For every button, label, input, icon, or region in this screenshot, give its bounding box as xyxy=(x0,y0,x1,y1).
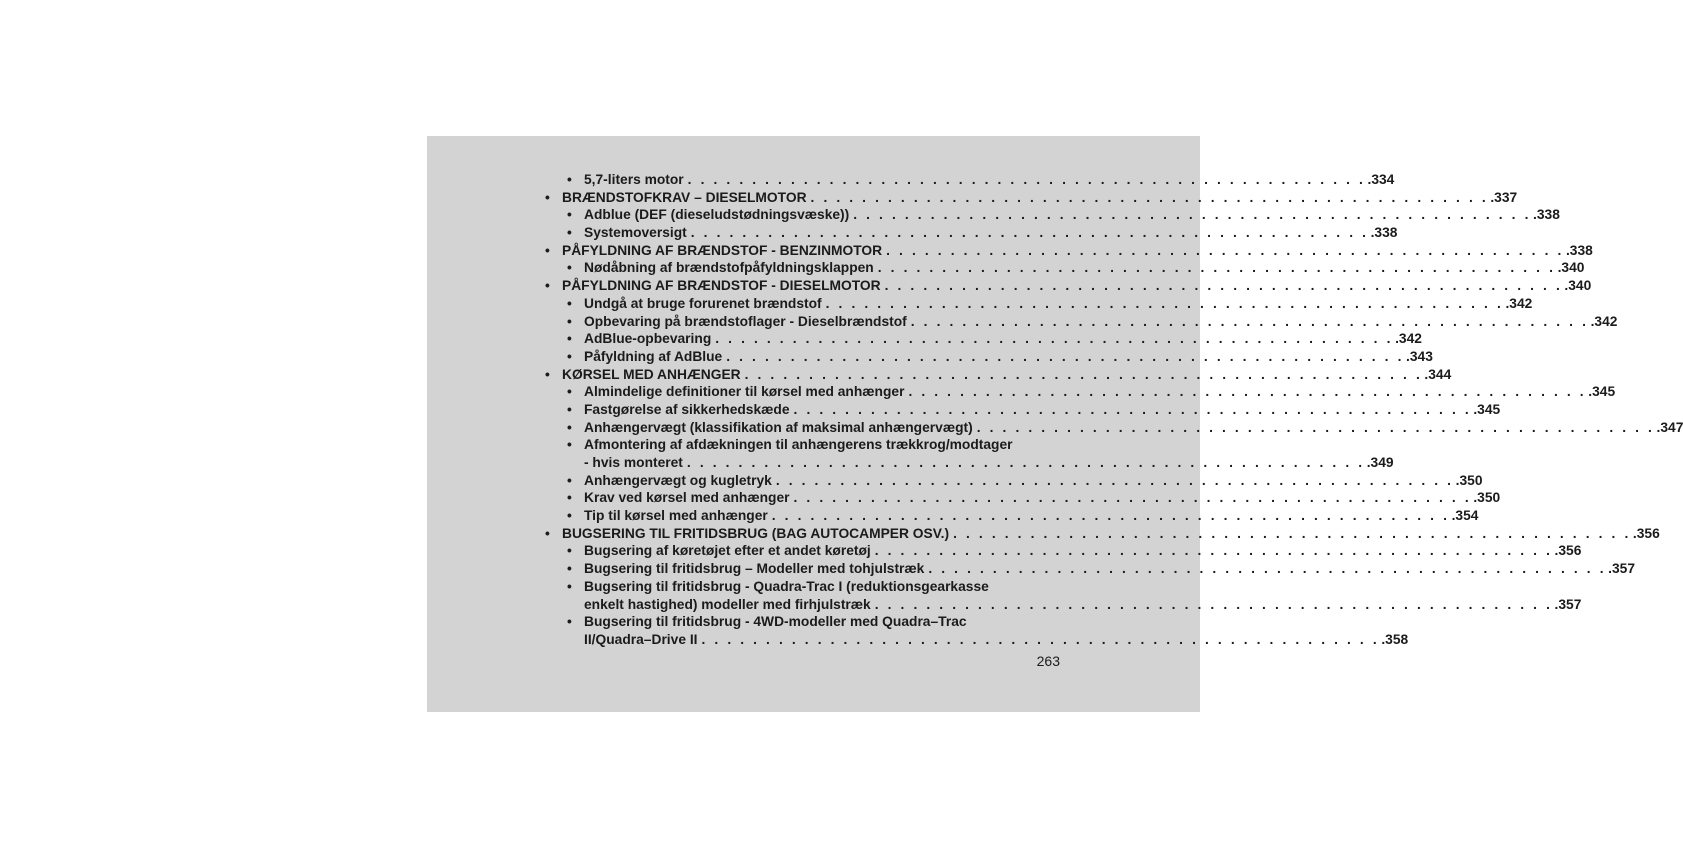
toc-entry-title: KØRSEL MED ANHÆNGER xyxy=(562,366,741,382)
bullet-icon: • xyxy=(567,578,572,594)
dot-leader: . . . . . . . . . . . . . . . . . . . . . . . . . . . . . . . . . . . . . . . . . . . . . . . . . . . . . xyxy=(744,366,1423,382)
toc-entry[interactable] xyxy=(537,613,1409,648)
toc-entry-page: .342 xyxy=(1590,313,1618,329)
toc-entry-page: .340 xyxy=(1564,278,1592,294)
bullet-icon: • xyxy=(545,525,550,541)
dot-leader: . . . . . . . . . . . . . . . . . . . . . . . . . . . . . . . . . . . . . . . . . . . . . . . . . . . . . xyxy=(910,313,1589,329)
toc-entry-title: - hvis monteret xyxy=(584,455,683,470)
toc-entry-line xyxy=(545,189,1518,207)
toc-entry[interactable] xyxy=(537,383,1616,401)
toc-entry[interactable] xyxy=(537,507,1479,525)
toc-entry[interactable] xyxy=(537,578,1582,613)
toc-entry-title: Påfyldning af AdBlue xyxy=(584,348,723,364)
toc-entry-title: Bugsering af køretøjet efter et andet køretøj xyxy=(584,543,871,559)
toc-entry-line xyxy=(567,259,1585,277)
bullet-icon: • xyxy=(567,313,572,329)
toc-entry-page: .347 xyxy=(1656,419,1683,435)
toc-entry-line xyxy=(567,330,1422,348)
toc-entry-line xyxy=(567,489,1501,507)
toc-entry-page: .345 xyxy=(1588,384,1616,400)
dot-leader: . . . . . . . . . . . . . . . . . . . . . . . . . . . . . . . . . . . . . . . . . . . . . . . . . . . . . xyxy=(853,207,1532,223)
toc-entry-line xyxy=(567,383,1616,401)
toc-entry-title: Afmontering af afdækningen til anhængerens trækkrog/modtager xyxy=(584,437,1013,453)
toc-entry[interactable] xyxy=(537,525,1660,543)
toc-entry-page: .356 xyxy=(1554,543,1582,559)
toc-entry-title: Anhængervægt (klassifikation af maksimal anhængervægt) xyxy=(584,419,973,435)
dot-leader: . . . . . . . . . . . . . . . . . . . . . . . . . . . . . . . . . . . . . . . . . . . . . . . . . . . . . xyxy=(793,490,1472,506)
toc-entry-page: .350 xyxy=(1455,472,1483,488)
bullet-icon: • xyxy=(567,543,572,559)
toc-entry-line xyxy=(567,295,1533,313)
toc-entry[interactable] xyxy=(537,436,1394,471)
dot-leader: . . . . . . . . . . . . . . . . . . . . . . . . . . . . . . . . . . . . . . . . . . . . . . . . . . . . . xyxy=(701,631,1380,647)
toc-entry-title: 5,7-liters motor xyxy=(584,172,684,187)
toc-entry-title: BUGSERING TIL FRITIDSBRUG (BAG AUTOCAMPER OSV.) xyxy=(562,525,950,541)
toc-entry[interactable] xyxy=(537,366,1452,384)
toc-entry[interactable] xyxy=(537,542,1582,560)
toc-entry-line xyxy=(567,171,1395,189)
toc-entry-title: Adblue (DEF (dieseludstødningsvæske)) xyxy=(584,207,850,223)
toc-entry-line xyxy=(584,454,1394,472)
dot-leader: . . . . . . . . . . . . . . . . . . . . . . . . . . . . . . . . . . . . . . . . . . . . . . . . . . . . . xyxy=(976,419,1655,435)
toc-entry-line xyxy=(545,366,1452,384)
toc-entry-line xyxy=(567,348,1433,366)
toc-entry-line xyxy=(545,242,1593,260)
toc-entry-page: .340 xyxy=(1557,260,1585,276)
toc-entry-title: Anhængervægt og kugletryk xyxy=(584,472,772,488)
bullet-icon: • xyxy=(567,331,572,347)
toc-entry-page: .357 xyxy=(1608,561,1636,577)
dot-leader: . . . . . . . . . . . . . . . . . . . . . . . . . . . . . . . . . . . . . . . . . . . . . . . . . . . . . xyxy=(874,596,1553,612)
dot-leader: . . . . . . . . . . . . . . . . . . . . . . . . . . . . . . . . . . . . . . . . . . . . . . . . . . . . . xyxy=(771,508,1450,524)
toc-entry[interactable] xyxy=(537,277,1592,295)
dot-leader: . . . . . . . . . . . . . . . . . . . . . . . . . . . . . . . . . . . . . . . . . . . . . . . . . . . . . xyxy=(886,242,1564,258)
dot-leader: . . . . . . . . . . . . . . . . . . . . . . . . . . . . . . . . . . . . . . . . . . . . . . . . . . . . . xyxy=(908,384,1587,400)
toc-entry-page: .344 xyxy=(1424,366,1452,382)
toc-entry[interactable] xyxy=(537,313,1618,331)
toc-entry-line xyxy=(584,596,1582,614)
toc-entry-line xyxy=(567,224,1398,242)
toc-entry-page: .349 xyxy=(1366,455,1394,470)
dot-leader: . . . . . . . . . . . . . . . . . . . . . . . . . . . . . . . . . . . . . . . . . . . . . . . . . . . . . xyxy=(877,260,1556,276)
toc-entry[interactable] xyxy=(537,472,1483,490)
toc-entry[interactable] xyxy=(537,489,1501,507)
toc-entry[interactable] xyxy=(537,189,1518,207)
toc-entry-line xyxy=(567,613,1062,631)
bullet-icon: • xyxy=(567,225,572,241)
toc-entry-title: Undgå at bruge forurenet brændstof xyxy=(584,295,822,311)
toc-entry[interactable] xyxy=(537,295,1533,313)
toc-entry[interactable] xyxy=(537,242,1593,260)
toc-entry[interactable] xyxy=(537,206,1560,224)
bullet-icon: • xyxy=(567,490,572,506)
toc-entry[interactable] xyxy=(537,330,1422,348)
toc-entry-title: Bugsering til fritidsbrug - 4WD-modeller med Quadra–Trac xyxy=(584,614,967,630)
bullet-icon: • xyxy=(567,260,572,276)
toc-entry-line xyxy=(567,206,1560,224)
toc-entry-page: .350 xyxy=(1473,490,1501,506)
dot-leader: . . . . . . . . . . . . . . . . . . . . . . . . . . . . . . . . . . . . . . . . . . . . . . . . . . . . . xyxy=(690,225,1369,241)
toc-entry-title: Opbevaring på brændstoflager - Dieselbrændstof xyxy=(584,313,907,329)
toc-entry-title: PÅFYLDNING AF BRÆNDSTOF - DIESELMOTOR xyxy=(562,278,881,294)
bullet-icon: • xyxy=(567,295,572,311)
toc-entry-title: Bugsering til fritidsbrug – Modeller med tohjulstræk xyxy=(584,561,925,577)
toc-entry-page: .342 xyxy=(1395,331,1422,347)
dot-leader: . . . . . . . . . . . . . . . . . . . . . . . . . . . . . . . . . . . . . . . . . . . . . . . . . . . . . xyxy=(726,348,1405,364)
toc-entry-line xyxy=(567,507,1479,525)
toc-entry-title: Krav ved kørsel med anhænger xyxy=(584,490,790,506)
toc-entry-line xyxy=(567,401,1501,419)
bullet-icon: • xyxy=(545,278,550,294)
dot-leader: . . . . . . . . . . . . . . . . . . . . . . . . . . . . . . . . . . . . . . . . . . . . . . . . . . . . . xyxy=(686,455,1365,470)
table-of-contents xyxy=(537,171,1683,649)
toc-entry-title: BRÆNDSTOFKRAV – DIESELMOTOR xyxy=(562,189,807,205)
dot-leader: . . . . . . . . . . . . . . . . . . . . . . . . . . . . . . . . . . . . . . . . . . . . . . . . . . . . . xyxy=(928,561,1607,577)
dot-leader: . . . . . . . . . . . . . . . . . . . . . . . . . . . . . . . . . . . . . . . . . . . . . . . . . . . . . xyxy=(810,189,1489,205)
page-number: 263 xyxy=(1036,653,1060,669)
toc-entry-title: Nødåbning af brændstofpåfyldningsklappen xyxy=(584,260,874,276)
toc-entry-page: .338 xyxy=(1533,207,1560,223)
toc-entry-line xyxy=(567,578,1062,596)
bullet-icon: • xyxy=(567,561,572,577)
toc-entry-title: PÅFYLDNING AF BRÆNDSTOF - BENZINMOTOR xyxy=(562,242,883,258)
toc-entry-page: .358 xyxy=(1381,631,1409,647)
toc-entry-page: .343 xyxy=(1406,348,1433,364)
toc-entry-page: .338 xyxy=(1565,242,1593,258)
toc-entry-title: Systemoversigt xyxy=(584,225,687,241)
bullet-icon: • xyxy=(567,401,572,417)
toc-entry-page: .345 xyxy=(1473,401,1501,417)
bullet-icon: • xyxy=(567,437,572,453)
dot-leader: . . . . . . . . . . . . . . . . . . . . . . . . . . . . . . . . . . . . . . . . . . . . . . . . . . . . . xyxy=(825,295,1504,311)
toc-entry[interactable] xyxy=(537,224,1398,242)
toc-entry-page: .338 xyxy=(1370,225,1398,241)
toc-entry[interactable] xyxy=(537,419,1683,437)
toc-entry-page: .342 xyxy=(1505,295,1533,311)
toc-entry-line xyxy=(567,472,1483,490)
toc-entry-title: AdBlue-opbevaring xyxy=(584,331,712,347)
dot-leader: . . . . . . . . . . . . . . . . . . . . . . . . . . . . . . . . . . . . . . . . . . . . . . . . . . . . . xyxy=(793,401,1472,417)
toc-entry-line xyxy=(567,436,1062,454)
toc-entry[interactable] xyxy=(537,171,1395,189)
dot-leader: . . . . . . . . . . . . . . . . . . . . . . . . . . . . . . . . . . . . . . . . . . . . . . . . . . . . . xyxy=(775,472,1454,488)
toc-entry-line xyxy=(567,313,1618,331)
dot-leader: . . . . . . . . . . . . . . . . . . . . . . . . . . . . . . . . . . . . . . . . . . . . . . . . . . . . . xyxy=(884,278,1563,294)
dot-leader: . . . . . . . . . . . . . . . . . . . . . . . . . . . . . . . . . . . . . . . . . . . . . . . . . . . . . xyxy=(715,331,1394,347)
toc-entry-line xyxy=(545,525,1660,543)
toc-entry-line xyxy=(567,560,1636,578)
bullet-icon: • xyxy=(545,366,550,382)
toc-entry[interactable] xyxy=(537,401,1501,419)
toc-entry-page: .357 xyxy=(1554,596,1582,612)
bullet-icon: • xyxy=(567,207,572,223)
dot-leader: . . . . . . . . . . . . . . . . . . . . . . . . . . . . . . . . . . . . . . . . . . . . . . . . . . . . . xyxy=(687,172,1366,187)
bullet-icon: • xyxy=(567,472,572,488)
toc-entry-title: Tip til kørsel med anhænger xyxy=(584,508,768,524)
toc-entry-title: Fastgørelse af sikkerhedskæde xyxy=(584,401,790,417)
toc-entry-page: .356 xyxy=(1632,525,1660,541)
bullet-icon: • xyxy=(567,419,572,435)
bullet-icon: • xyxy=(567,348,572,364)
toc-entry[interactable] xyxy=(537,259,1585,277)
toc-entry-title: Bugsering til fritidsbrug - Quadra-Trac I (reduktionsgearkasse xyxy=(584,578,989,594)
toc-entry-line xyxy=(545,277,1592,295)
toc-entry-page: .334 xyxy=(1367,172,1395,187)
toc-entry-line xyxy=(567,542,1582,560)
toc-entry-title: Almindelige definitioner til kørsel med anhænger xyxy=(584,384,905,400)
dot-leader: . . . . . . . . . . . . . . . . . . . . . . . . . . . . . . . . . . . . . . . . . . . . . . . . . . . . . xyxy=(874,543,1553,559)
toc-entry-title: enkelt hastighed) modeller med firhjulstræk xyxy=(584,596,871,612)
toc-entry-page: .337 xyxy=(1490,189,1518,205)
toc-entry-title: II/Quadra–Drive II xyxy=(584,631,698,647)
bullet-icon: • xyxy=(567,614,572,630)
toc-entry[interactable] xyxy=(537,348,1433,366)
bullet-icon: • xyxy=(567,384,572,400)
bullet-icon: • xyxy=(545,242,550,258)
bullet-icon: • xyxy=(567,508,572,524)
toc-entry-page: .354 xyxy=(1451,508,1479,524)
bullet-icon: • xyxy=(567,172,572,187)
dot-leader: . . . . . . . . . . . . . . . . . . . . . . . . . . . . . . . . . . . . . . . . . . . . . . . . . . . . . xyxy=(953,525,1631,541)
bullet-icon: • xyxy=(545,189,550,205)
toc-entry[interactable] xyxy=(537,560,1636,578)
toc-entry-line xyxy=(584,631,1409,649)
toc-entry-line xyxy=(567,419,1683,437)
